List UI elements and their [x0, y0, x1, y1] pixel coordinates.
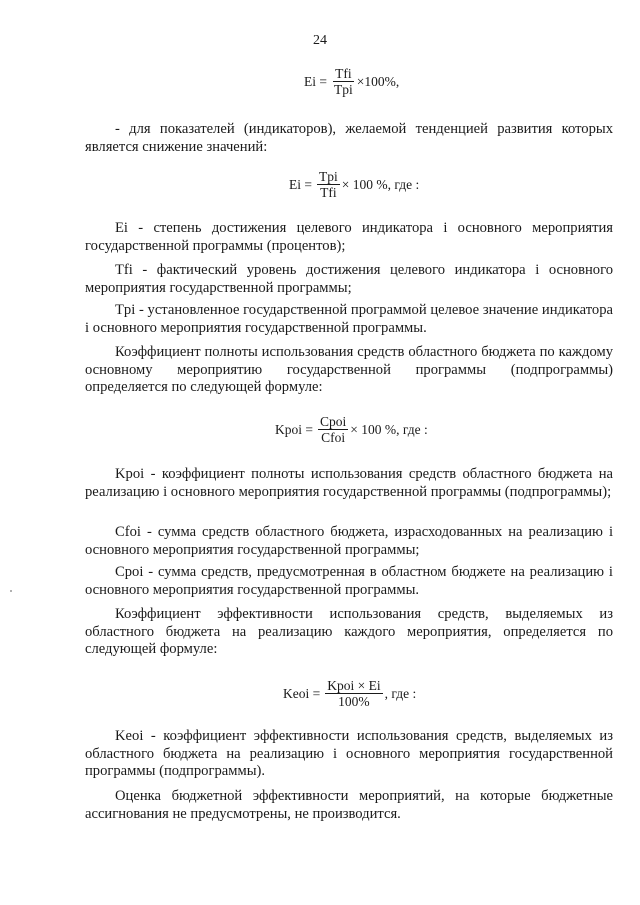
- page-number: 24: [313, 33, 327, 48]
- definition-keoi: Keoi - коэффициент эффективности использования средств, выделяемых из областного бюджета на реализацию i основного мероприятия государственной программы (подпрограммы).: [85, 728, 613, 780]
- formula-ei-decrease: [289, 169, 419, 200]
- formula-rhs: , где :: [384, 685, 417, 701]
- formula-denominator: Cfoi: [321, 430, 346, 445]
- formula-denominator: Tfi: [320, 185, 337, 200]
- formula-fraction: [325, 678, 382, 709]
- formula-numerator: Kpoi × Ei: [327, 678, 381, 693]
- definition-kpoi: Kpoi - коэффициент полноты использования средств областного бюджета на реализацию i основного мероприятия государственной программы (подпрограммы);: [85, 466, 613, 500]
- formula-numerator: Tpi: [319, 169, 338, 184]
- scan-speck: [10, 590, 12, 592]
- formula-rhs: ×100%,: [356, 73, 400, 89]
- formula-numerator: Cpoi: [320, 414, 347, 429]
- formula-kpoi: [275, 414, 428, 445]
- definition-cpoi: Cpoi - сумма средств, предусмотренная в областном бюджете на реализацию i основного мероприятия государственной программы.: [85, 564, 613, 598]
- formula-lhs: Keoi =: [283, 685, 321, 701]
- paragraph-kpoi-intro: Коэффициент полноты использования средств областного бюджета по каждому основному мероприятию государственной программы (подпрограммы) определяется по следующей формуле:: [85, 344, 613, 396]
- definition-cfoi: Cfoi - сумма средств областного бюджета, израсходованных на реализацию i основного мероприятия государственной программы;: [85, 524, 613, 558]
- formula-fraction: [332, 66, 355, 97]
- paragraph-decrease-indicators: - для показателей (индикаторов), желаемой тенденцией развития которых является снижение значений:: [85, 121, 613, 155]
- paragraph-budget-efficiency: Оценка бюджетной эффективности мероприятий, на которые бюджетные ассигнования не предусмотрены, не производится.: [85, 788, 613, 822]
- formula-lhs: Ei =: [289, 176, 312, 192]
- formula-rhs: × 100 %, где :: [350, 421, 428, 437]
- definition-tpi: Tpi - установленное государственной программой целевое значение индикатора i основного мероприятия государственной программы.: [85, 302, 613, 336]
- formula-lhs: Kpoi =: [275, 421, 313, 437]
- formula-lhs: Ei =: [304, 73, 327, 89]
- formula-ei-increase: [304, 66, 399, 97]
- formula-fraction: [318, 414, 348, 445]
- definition-tfi: Tfi - фактический уровень достижения целевого индикатора i основного мероприятия государственной программы;: [85, 262, 613, 296]
- formula-fraction: [317, 169, 340, 200]
- formula-denominator: 100%: [338, 694, 370, 709]
- formula-rhs: × 100 %, где :: [341, 176, 420, 192]
- definition-ei: Ei - степень достижения целевого индикатора i основного мероприятия государственной программы (процентов);: [85, 220, 613, 254]
- formula-numerator: Tfi: [335, 66, 352, 81]
- paragraph-keoi-intro: Коэффициент эффективности использования средств, выделяемых из областного бюджета на реализацию каждого мероприятия, определяется по следующей формуле:: [85, 606, 613, 658]
- formula-denominator: Tpi: [334, 82, 353, 97]
- formula-keoi: [283, 678, 416, 709]
